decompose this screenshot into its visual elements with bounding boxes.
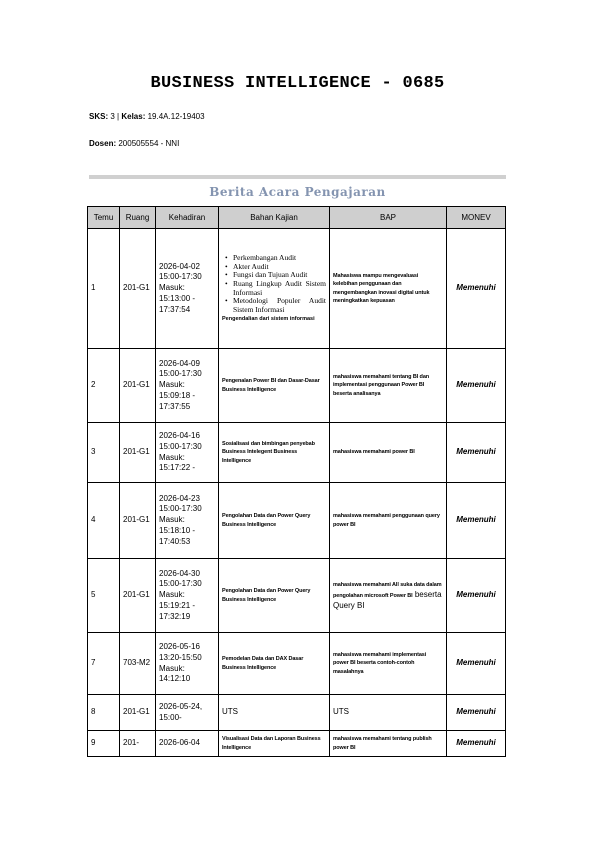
kehadiran-label: Masuk: xyxy=(159,380,185,390)
bahan-text: Pengolahan Data dan Power Query Business Intelligence xyxy=(222,513,311,528)
list-item: • Fungsi dan Tujuan Audit xyxy=(225,271,326,280)
dosen-label: Dosen: xyxy=(89,139,117,148)
bap-text: mahasiswa memahami All suka data dalam pengolahan microsoft Power BI xyxy=(333,582,442,600)
kehadiran-in: 15:13:00 - xyxy=(159,293,196,303)
table-row xyxy=(88,423,506,483)
table-row xyxy=(88,633,506,695)
kehadiran-in: 15:19:21 - xyxy=(159,600,196,610)
cell-temu: 8 xyxy=(88,695,120,731)
kelas-value: 19.4A.12-19403 xyxy=(147,112,205,121)
cell-ruang: 201-G1 xyxy=(120,483,156,559)
sks-label: SKS: xyxy=(89,112,109,121)
cell-bap: UTS xyxy=(330,695,447,731)
meta-separator: | xyxy=(117,112,120,121)
kehadiran-schedule: 15:00-17:30 xyxy=(159,504,202,514)
cell-monev: Memenuhi xyxy=(447,423,506,483)
cell-monev: Memenuhi xyxy=(447,349,506,423)
kehadiran-date: 2026-04-16 xyxy=(159,430,200,440)
bahan-tail: Pengendalian dari sistem informasi xyxy=(222,315,315,322)
cell-monev: Memenuhi xyxy=(447,559,506,633)
bahan-text: Pengolahan Data dan Power Query Business Intelligence xyxy=(222,588,311,603)
cell-temu: 4 xyxy=(88,483,120,559)
cell-temu: 9 xyxy=(88,731,120,757)
dosen-value: 200505554 - NNI xyxy=(118,139,180,148)
cell-bap xyxy=(330,633,447,695)
list-item: • Metodologi Populer Audit Sistem Informasi xyxy=(225,297,326,314)
cell-monev: Memenuhi xyxy=(447,695,506,731)
table-row xyxy=(88,731,506,757)
cell-kehadiran xyxy=(156,483,219,559)
kehadiran-date: 2026-04-02 xyxy=(159,261,200,271)
kehadiran-in: 15:17:22 - xyxy=(159,463,196,473)
kehadiran-schedule: 13:20-15:50 xyxy=(159,652,202,662)
cell-kehadiran xyxy=(156,695,219,731)
cell-bap xyxy=(330,229,447,349)
table-row xyxy=(88,559,506,633)
kehadiran-label: Masuk: xyxy=(159,590,185,600)
cell-ruang: 201- xyxy=(120,731,156,757)
kehadiran-schedule: 15:00-17:30 xyxy=(159,579,202,589)
table-header-row xyxy=(88,207,506,229)
list-item: • Akter Audit xyxy=(225,263,326,272)
kehadiran-schedule: 15:00-17:30 xyxy=(159,272,202,282)
table-row xyxy=(88,229,506,349)
sks-value: 3 xyxy=(110,112,115,121)
cell-kehadiran xyxy=(156,229,219,349)
cell-ruang: 201-G1 xyxy=(120,349,156,423)
header-ruang: Ruang xyxy=(120,207,156,229)
kehadiran-date: 2026-06-04 xyxy=(159,738,200,748)
section-title: Berita Acara Pengajaran xyxy=(209,185,386,199)
kehadiran-date: 2026-04-09 xyxy=(159,358,200,368)
table-row xyxy=(88,695,506,731)
kelas-label: Kelas: xyxy=(121,112,146,121)
bap-text: mahasiswa memahami tentang publish power BI xyxy=(333,736,432,751)
bahan-text: Visualisasi Data dan Laporan Business Intelligence xyxy=(222,736,321,751)
kehadiran-schedule: 15:00- xyxy=(159,712,182,722)
kehadiran-in: 15:18:10 - xyxy=(159,525,196,535)
bap-text: Mahasiswa mampu mengevaluasi kelebihan penggunaan dan mengembangkan inovasi digital untuk meningkatkan kepuasan xyxy=(333,273,430,304)
kehadiran-date: 2026-04-30 xyxy=(159,568,200,578)
cell-bap xyxy=(330,731,447,757)
attendance-table xyxy=(87,206,506,757)
cell-kehadiran xyxy=(156,633,219,695)
course-title: BUSINESS INTELLIGENCE - 0685 xyxy=(150,74,445,93)
cell-kehadiran xyxy=(156,423,219,483)
kehadiran-label: Masuk: xyxy=(159,663,185,673)
lecturer-info xyxy=(89,139,179,148)
kehadiran-label: Masuk: xyxy=(159,283,185,293)
kehadiran-out: 17:32:19 xyxy=(159,611,191,621)
table-row xyxy=(88,349,506,423)
header-bahan-kajian: Bahan Kajian xyxy=(219,207,330,229)
kehadiran-date: 2026-05-24, xyxy=(159,701,203,711)
bahan-text: Pemodelan Data dan DAX Dasar Business Intelligence xyxy=(222,656,304,671)
header-monev: MONEV xyxy=(447,207,506,229)
cell-kehadiran xyxy=(156,349,219,423)
cell-bahan-kajian xyxy=(219,483,330,559)
cell-ruang: 201-G1 xyxy=(120,559,156,633)
kehadiran-in: 15:09:18 - xyxy=(159,390,196,400)
cell-bahan-kajian xyxy=(219,633,330,695)
kehadiran-out: 17:40:53 xyxy=(159,536,191,546)
cell-kehadiran xyxy=(156,559,219,633)
bap-text: mahasiswa memahami tentang BI dan implementasi penggunaan Power BI beserta analisanya xyxy=(333,374,430,397)
table-row xyxy=(88,483,506,559)
cell-bap xyxy=(330,559,447,633)
class-info xyxy=(89,112,205,121)
kehadiran-schedule: 15:00-17:30 xyxy=(159,369,202,379)
cell-bahan-kajian: UTS xyxy=(219,695,330,731)
list-item: • Ruang Lingkup Audit Sistem Informasi xyxy=(225,280,326,297)
cell-ruang: 703-M2 xyxy=(120,633,156,695)
bap-text: mahasiswa memahami implementasi power BI beserta contoh-contoh masalahnya xyxy=(333,652,427,675)
cell-bahan-kajian xyxy=(219,423,330,483)
kehadiran-label: Masuk: xyxy=(159,452,185,462)
bap-text: mahasiswa memahami penggunaan query power BI xyxy=(333,513,440,528)
cell-ruang: 201-G1 xyxy=(120,695,156,731)
cell-temu: 2 xyxy=(88,349,120,423)
cell-temu: 5 xyxy=(88,559,120,633)
header-bap: BAP xyxy=(330,207,447,229)
cell-ruang: 201-G1 xyxy=(120,423,156,483)
bap-text: mahasiswa memahami power BI xyxy=(333,449,415,456)
bap-text-continued: beserta Query BI xyxy=(333,590,442,610)
cell-temu: 7 xyxy=(88,633,120,695)
cell-monev: Memenuhi xyxy=(447,229,506,349)
header-temu: Temu xyxy=(88,207,120,229)
cell-bahan-kajian xyxy=(219,559,330,633)
cell-bap xyxy=(330,423,447,483)
cell-ruang: 201-G1 xyxy=(120,229,156,349)
cell-bahan-kajian xyxy=(219,349,330,423)
bahan-text: Pengenalan Power BI dan Dasar-Dasar Business Intelligence xyxy=(222,378,320,393)
cell-monev: Memenuhi xyxy=(447,633,506,695)
kehadiran-out: 17:37:55 xyxy=(159,401,191,411)
cell-bap xyxy=(330,483,447,559)
kehadiran-date: 2026-05-16 xyxy=(159,641,200,651)
bahan-list xyxy=(222,254,326,314)
kehadiran-in: 14:12:10 xyxy=(159,674,191,684)
kehadiran-label: Masuk: xyxy=(159,515,185,525)
cell-monev: Memenuhi xyxy=(447,483,506,559)
cell-bahan-kajian xyxy=(219,731,330,757)
cell-kehadiran xyxy=(156,731,219,757)
divider xyxy=(89,175,506,179)
cell-monev: Memenuhi xyxy=(447,731,506,757)
cell-temu: 1 xyxy=(88,229,120,349)
cell-bahan-kajian xyxy=(219,229,330,349)
kehadiran-out: 17:37:54 xyxy=(159,304,191,314)
cell-temu: 3 xyxy=(88,423,120,483)
cell-bap xyxy=(330,349,447,423)
list-item: • Perkembangan Audit xyxy=(225,254,326,263)
kehadiran-schedule: 15:00-17:30 xyxy=(159,441,202,451)
bahan-text: Sosialisasi dan bimbingan penyebab Business Intelegent Business Intelligence xyxy=(222,441,315,464)
kehadiran-date: 2026-04-23 xyxy=(159,493,200,503)
header-kehadiran: Kehadiran xyxy=(156,207,219,229)
